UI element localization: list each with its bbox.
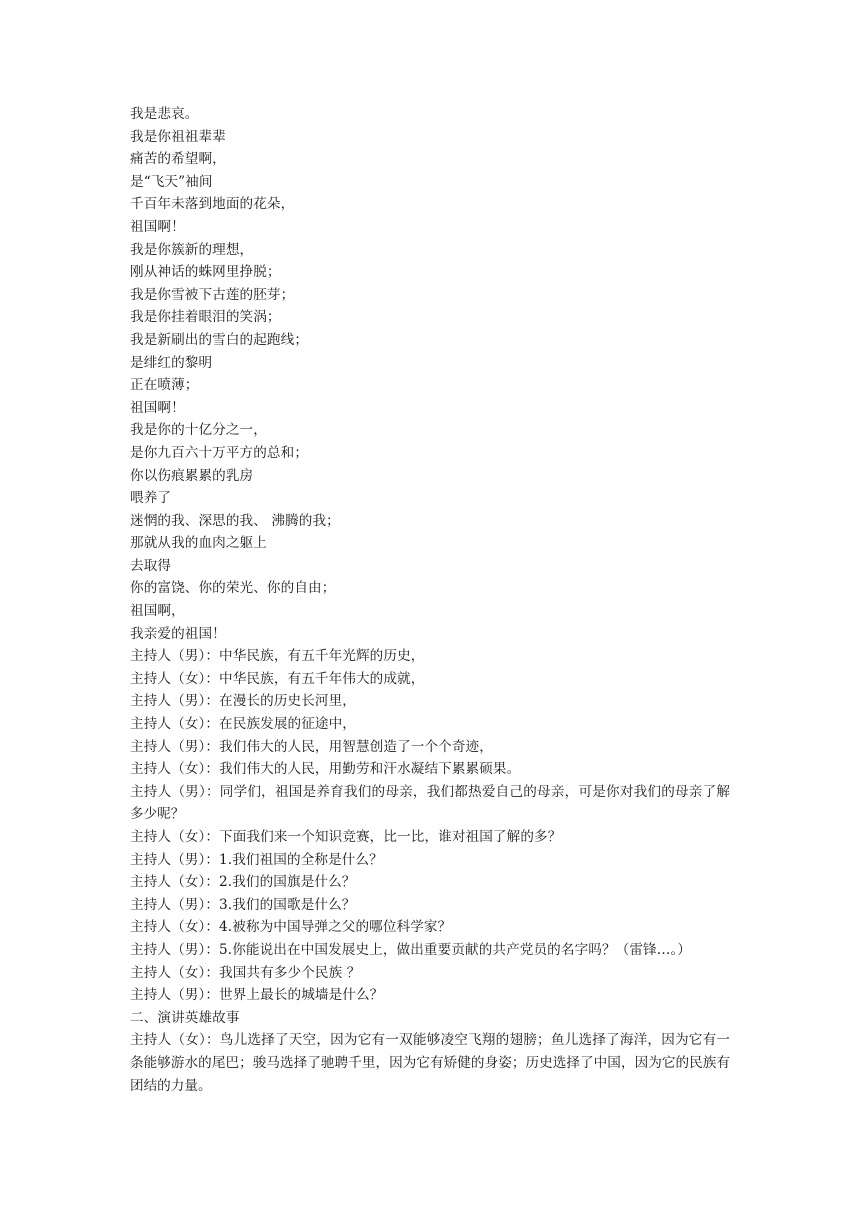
host-line: 主持人（女）：中华民族，有五千年伟大的成就， <box>130 670 425 687</box>
quiz-line: 主持人（女）：我国共有多少个民族 ？ <box>130 964 361 981</box>
text-line: 我是你簇新的理想， <box>130 241 254 258</box>
host-paragraph-mother: 主持人（男）：同学们，祖国是养育我们的母亲，我们都热爱自己的母亲，可是你对我们的母亲了解多少呢？ <box>130 783 730 823</box>
text-line: 你以伤痕累累的乳房 <box>130 467 254 484</box>
text-line: 祖国啊， <box>130 603 185 620</box>
text-line: 我亲爱的祖国！ <box>130 625 226 642</box>
host-line: 主持人（男）：中华民族，有五千年光辉的历史， <box>130 648 425 665</box>
text-line: 我是悲哀。 <box>130 106 199 122</box>
text-line: 是你九百六十万平方的总和； <box>130 444 309 461</box>
text-line: 是绯红的黎明 <box>130 354 213 371</box>
text-line: 我是你雪被下古莲的胚芽； <box>130 286 295 303</box>
quiz-line: 主持人（女）：2.我们的国旗是什么？ <box>130 874 356 891</box>
text-line: 刚从神话的蛛网里挣脱； <box>130 264 281 281</box>
quiz-line: 主持人（男）：3.我们的国歌是什么？ <box>130 896 356 913</box>
text-line: 祖国啊！ <box>130 218 185 235</box>
host-line: 主持人（男）：在漫长的历史长河里， <box>130 693 356 710</box>
quiz-line: 主持人（女）：4.被称为中国导弹之父的哪位科学家？ <box>130 919 452 936</box>
host-line: 主持人（女）：在民族发展的征途中， <box>130 716 356 733</box>
quiz-line: 主持人（男）：世界上最长的城墙是什么？ <box>130 987 384 1004</box>
text-line: 迷惘的我、深思的我、 沸腾的我； <box>130 512 340 529</box>
text-line: 我是你的十亿分之一， <box>130 422 267 439</box>
section-heading: 二、演讲英雄故事 <box>130 1009 240 1026</box>
host-line: 主持人（男）：我们伟大的人民，用智慧创造了一个个奇迹， <box>130 738 493 755</box>
text-line: 我是你挂着眼泪的笑涡； <box>130 309 281 326</box>
text-line: 痛苦的希望啊， <box>130 151 226 168</box>
text-line: 我是你祖祖辈辈 <box>130 128 226 145</box>
text-line: 喂养了 <box>130 490 172 507</box>
text-line: 祖国啊！ <box>130 399 185 416</box>
text-line: 那就从我的血肉之躯上 <box>130 535 267 552</box>
quiz-line: 主持人（男）：1.我们祖国的全称是什么？ <box>130 851 383 868</box>
text-line: 你的富饶、你的荣光、你的自由； <box>130 580 336 597</box>
text-line: 是“飞天”袖间 <box>130 173 213 190</box>
host-paragraph-history: 主持人（女）：鸟儿选择了天空，因为它有一双能够凌空飞翔的翅膀；鱼儿选择了海洋，因为它有一条能够游水的尾巴；骏马选择了驰聘千里，因为它有矫健的身姿；历史选择了中国，因为它的民族有团结的力量。 <box>130 1032 730 1094</box>
quiz-line: 主持人（女）：下面我们来一个知识竞赛，比一比，谁对祖国了解的多？ <box>130 829 562 845</box>
document-page <box>130 103 730 1097</box>
text-line: 正在喷薄； <box>130 377 199 394</box>
text-line: 千百年未落到地面的花朵， <box>130 196 295 213</box>
text-line: 我是新刷出的雪白的起跑线； <box>130 331 309 348</box>
text-line: 去取得 <box>130 557 172 574</box>
host-line: 主持人（女）：我们伟大的人民，用勤劳和汗水凝结下累累硕果。 <box>130 761 521 778</box>
quiz-line: 主持人（男）：5.你能说出在中国发展史上，做出重要贡献的共产党员的名字吗？（雷锋…。） <box>130 941 692 958</box>
